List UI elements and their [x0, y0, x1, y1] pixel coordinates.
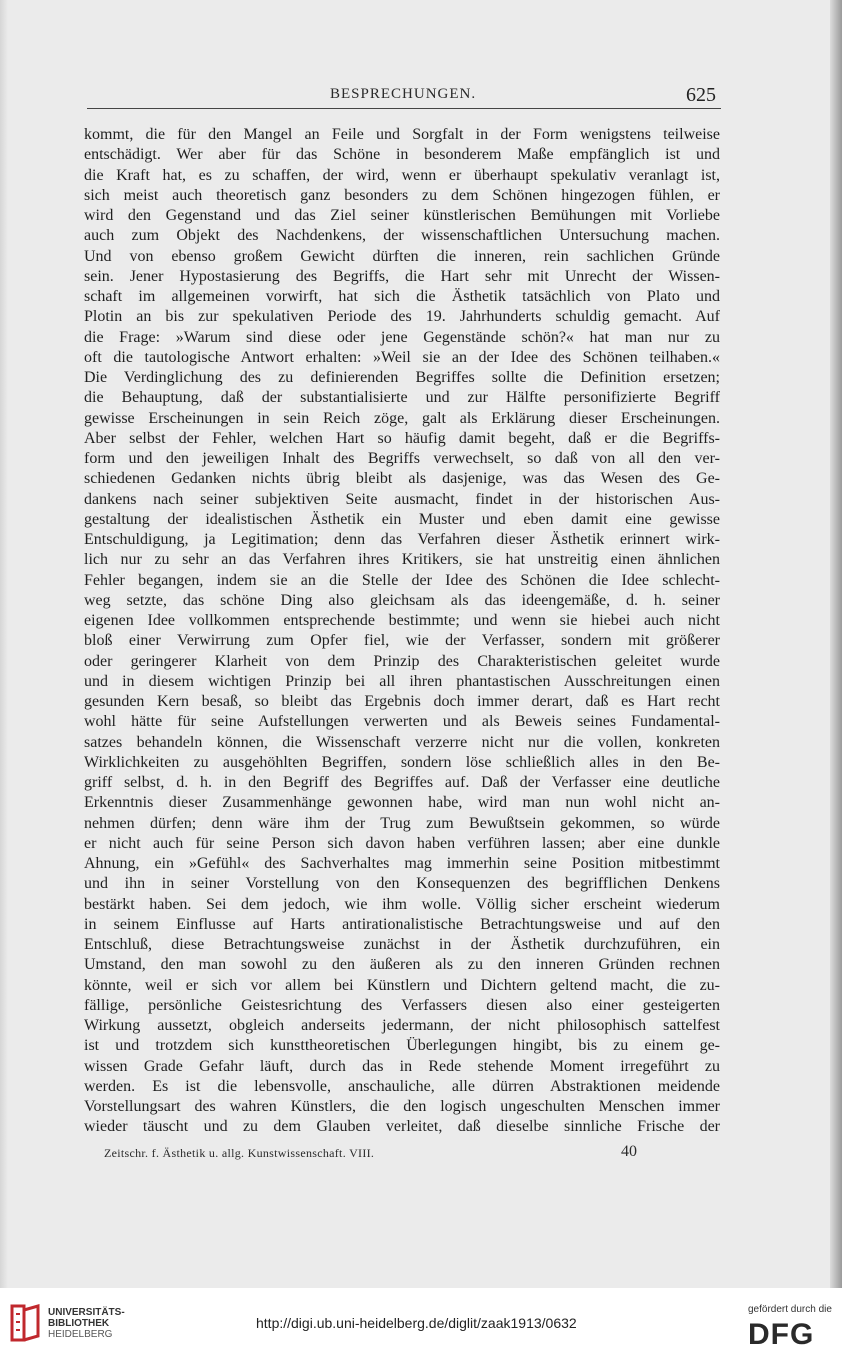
text-line: sein. Jener Hypostasierung des Begriffs, die Hart sehr mit Unrecht der Wissen-	[84, 267, 720, 285]
text-line: nehmen dürfen; denn wäre ihm der Trug zum Bewußtsein gekommen, so würde	[84, 814, 720, 832]
text-line: die Frage: »Warum sind diese oder jene Gegenstände schön?« hat man nur zu	[84, 328, 720, 346]
digitization-bar	[0, 1288, 842, 1360]
scan-edge-left	[0, 0, 8, 1288]
text-line: lich nur zu sehr an das Verfahren ihres Kritikers, sie hat unstreitig einen ähnlichen	[84, 551, 720, 569]
text-line: wohl hätte für seine Aufstellungen verwerten und als Beweis seines Fundamental-	[84, 713, 720, 731]
signature-number: 40	[621, 1143, 637, 1160]
text-line: ist und trotzdem sich kunsttheoretischen Überlegungen hingibt, bis zu einem ge-	[84, 1037, 720, 1055]
text-line: wissen Grade Gefahr läuft, durch das in Rede stehende Moment irregeführt zu	[84, 1057, 720, 1075]
text-line: könnte, weil er sich vor allem bei Künstlern und Dichtern geltend macht, die zu-	[84, 976, 720, 994]
text-line: und in diesem wichtigen Prinzip bei all ihren phantastischen Ausschreitungen einen	[84, 672, 720, 690]
text-line: sich meist auch theoretisch ganz besonders zu dem Schönen hingezogen fühlen, er	[84, 186, 720, 204]
text-line: eigenen Idee vollkommen entsprechende bestimmte; und wenn sie hiebei auch nicht	[84, 612, 720, 629]
university-logo-icon	[8, 1302, 42, 1344]
body-text	[84, 125, 720, 1138]
funding-note: gefördert durch die	[748, 1304, 832, 1315]
text-line: schaft im allgemeinen vorwirft, hat sich die Ästhetik tatsächlich von Plato und	[84, 288, 720, 305]
text-line: wieder täuscht und zu dem Glauben verleitet, daß dieselbe sinnliche Frische der	[84, 1118, 720, 1136]
permalink[interactable]: http://digi.ub.uni-heidelberg.de/diglit/zaak1913/0632	[256, 1315, 577, 1331]
text-line: oder geringerer Klarheit von dem Prinzip des Charakteristischen geleitet wurde	[84, 652, 720, 670]
text-line: und ihn in seiner Vorstellung von den Konsequenzen des begrifflichen Denkens	[84, 875, 720, 893]
text-line: Erkenntnis dieser Zusammenhänge gewonnen habe, wird man nun wohl nicht an-	[84, 794, 720, 812]
text-line: schiedenen Gedanken nichts übrig bleibt als dasjenige, was das Wesen des Ge-	[84, 470, 720, 488]
text-line: er nicht auch für seine Person sich davon haben verführen lassen; aber eine dunkle	[84, 834, 720, 852]
text-line: in seinem Einflusse auf Harts antirationalistische Betrachtungsweise und auf den	[84, 915, 720, 933]
text-line: die Kraft hat, es zu schaffen, der wird, wenn er überhaupt spekulativ veranlagt ist,	[84, 166, 720, 184]
text-line: Entschuldigung, ja Legitimation; denn das Verfahren dieser Ästhetik erinnert wirk-	[84, 531, 720, 548]
page-number: 625	[686, 84, 716, 106]
text-line: Wirkung aussetzt, obgleich anderseits jedermann, der nicht philosophisch sattelfest	[84, 1017, 720, 1034]
text-line: gewisse Erscheinungen in sein Reich zöge, galt als Erklärung dieser Erscheinungen.	[84, 409, 720, 427]
text-line: fällige, persönliche Geistesrichtung des Verfassers diesen also einer gesteigerten	[84, 996, 720, 1014]
library-name-line1: UNIVERSITÄTS-	[48, 1307, 125, 1318]
journal-footer: Zeitschr. f. Ästhetik u. allg. Kunstwissenschaft. VIII.	[104, 1146, 375, 1160]
text-line: Umstand, den man sowohl zu den äußeren als zu den inneren Gründen rechnen	[84, 956, 720, 974]
text-line: Entschluß, diese Betrachtungsweise zunächst in der Ästhetik durchzuführen, ein	[84, 936, 720, 953]
dfg-logo: DFG	[748, 1318, 815, 1351]
text-line: Plotin an bis zur spekulativen Periode des 19. Jahrhunderts schuldig gemacht. Auf	[84, 308, 720, 326]
text-line: Ahnung, ein »Gefühl« des Sachverhaltes mag immerhin seine Position mitbestimmt	[84, 855, 720, 872]
text-line: entschädigt. Wer aber für das Schöne in besonderem Maße empfänglich ist und	[84, 146, 720, 164]
text-line: bestärkt haben. Sei dem jedoch, wie ihm wolle. Völlig sicher erscheint wiederum	[84, 895, 720, 913]
text-line: form und den jeweiligen Inhalt des Begriffs verwechselt, so daß von all den ver-	[84, 450, 720, 467]
scan-edge-right	[830, 0, 842, 1288]
text-line: Die Verdinglichung des zu definierenden Begriffes sollte die Definition ersetzen;	[84, 369, 720, 386]
text-line: auch zum Objekt des Nachdenkens, der wissenschaftlichen Untersuchung machen.	[84, 227, 720, 245]
text-line: oft die tautologische Antwort erhalten: »Weil sie an der Idee des Schönen teilhaben.«	[84, 348, 720, 366]
text-line: Vorstellungsart des wahren Künstlers, die den logisch ungeschulten Menschen immer	[84, 1098, 720, 1115]
header-rule	[87, 108, 721, 109]
text-line: gestaltung der idealistischen Ästhetik ein Muster und eben damit eine gewisse	[84, 510, 720, 528]
text-line: satzes behandeln können, die Wissenschaft verzerre nicht nur die vollen, konkreten	[84, 733, 720, 751]
library-name-line2: BIBLIOTHEK	[48, 1318, 110, 1329]
text-line: werden. Es ist die lebensvolle, anschauliche, alle dürren Abstraktionen meidende	[84, 1077, 720, 1095]
text-line: weg setzte, das schöne Ding also gleichsam als das ideengemäße, d. h. seiner	[84, 591, 720, 609]
library-name	[48, 1307, 125, 1340]
running-head: BESPRECHUNGEN.	[330, 86, 477, 102]
text-line: Wirklichkeiten zu ausgehöhlten Begriffen, sondern löse schließlich alles in den Be-	[84, 753, 720, 771]
text-line: dankens nach seiner subjektiven Seite ausmacht, findet in der historischen Aus-	[84, 490, 720, 508]
text-line: Fehler begangen, indem sie an die Stelle der Idee des Schönen die Idee schlecht-	[84, 571, 720, 589]
text-line: die Behauptung, daß der substantialisierte und zur Hälfte personifizierte Begriff	[84, 389, 720, 407]
library-name-line3: HEIDELBERG	[48, 1329, 113, 1340]
text-line: kommt, die für den Mangel an Feile und Sorgfalt in der Form wenigstens teilweise	[84, 126, 720, 143]
text-line: griff selbst, d. h. in den Begriff des Begriffes auf. Daß der Verfasser eine deutliche	[84, 774, 720, 791]
text-line: wird den Gegenstand und das Ziel seiner künstlerischen Bemühungen mit Vorliebe	[84, 207, 720, 224]
text-line: bloß einer Verwirrung zum Opfer fiel, wie der Verfasser, sondern mit größerer	[84, 632, 720, 650]
text-line: Aber selbst der Fehler, welchen Hart so häufig damit begeht, daß er die Begriffs-	[84, 429, 720, 447]
text-line: gesunden Kern besaß, so bleibt das Ergebnis doch immer derart, daß es Hart recht	[84, 693, 720, 710]
text-line: Und von ebenso großem Gewicht dürften die inneren, rein sachlichen Gründe	[84, 247, 720, 265]
